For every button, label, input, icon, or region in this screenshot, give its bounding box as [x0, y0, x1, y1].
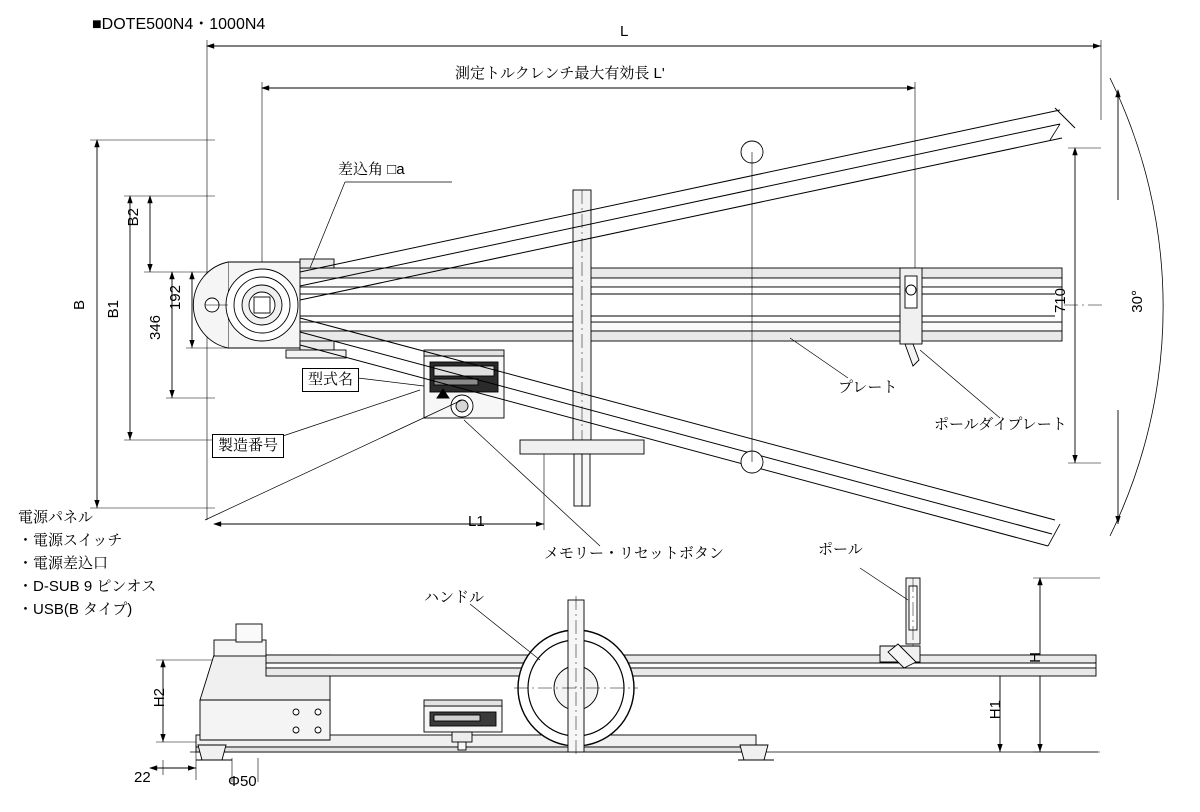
dimension-angle: 30°: [1129, 290, 1146, 313]
power-panel-item-1: ・電源差込口: [18, 555, 109, 572]
callout-pole: ポール: [818, 541, 863, 558]
dimension-B: B: [71, 300, 88, 311]
callout-serial-number: 製造番号: [212, 434, 284, 458]
power-panel-item-3: ・USB(B タイプ): [18, 601, 133, 618]
dimension-346: 346: [147, 315, 164, 341]
dimension-L1: L1: [468, 513, 485, 530]
power-panel-item-2: ・D-SUB 9 ピンオス: [18, 578, 157, 595]
dimension-phi50: Φ50: [228, 773, 257, 790]
callout-memory-reset-button: メモリー・リセットボタン: [544, 545, 724, 562]
callout-square-drive: 差込角 □a: [338, 161, 405, 178]
dimension-H2: H2: [151, 688, 168, 708]
dimension-22: 22: [134, 769, 151, 786]
dimension-B2: B2: [125, 208, 142, 227]
dimension-L-prime: 測定トルクレンチ最大有効長 L': [455, 65, 665, 82]
power-panel-heading: 電源パネル: [18, 509, 94, 526]
callout-poly-plate: ポールダイプレート: [934, 416, 1067, 433]
dimension-710: 710: [1052, 288, 1069, 314]
dimension-192: 192: [167, 285, 184, 311]
callout-handle: ハンドル: [424, 589, 485, 606]
dimension-H: H: [1027, 652, 1044, 663]
callout-model-name: 型式名: [302, 368, 359, 392]
dimension-L: L: [620, 23, 629, 40]
dimension-B1: B1: [105, 300, 122, 319]
page-title: ■DOTE500N4・1000N4: [92, 16, 266, 33]
dimension-H1: H1: [987, 700, 1004, 720]
power-panel-item-0: ・電源スイッチ: [18, 532, 123, 549]
callout-plate: プレート: [838, 379, 898, 396]
